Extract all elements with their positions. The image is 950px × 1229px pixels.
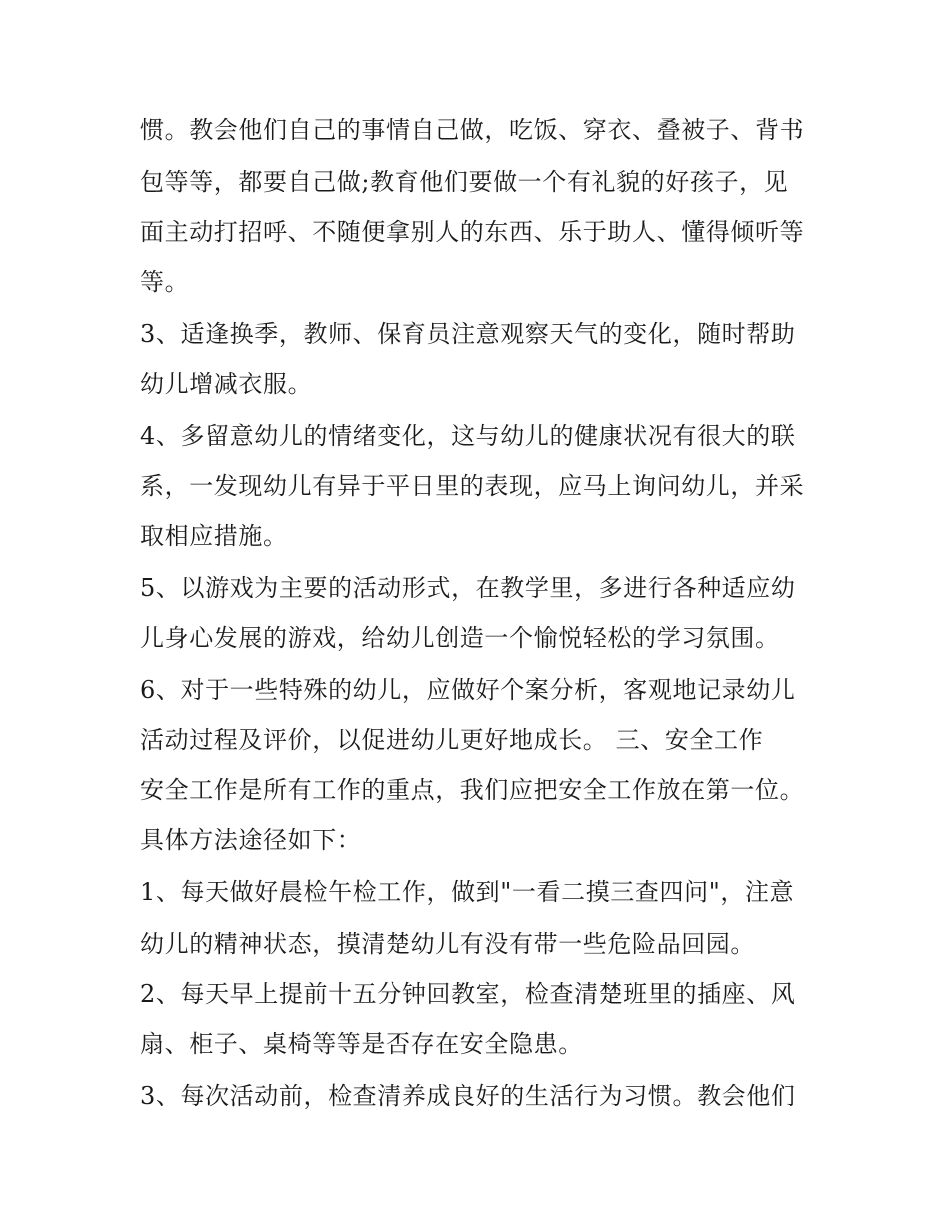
- text-line: 活动过程及评价，以促进幼儿更好地成长。 三、安全工作: [140, 726, 764, 754]
- text-line: 儿身心发展的游戏，给幼儿创造一个愉悦轻松的学习氛围。: [140, 624, 780, 652]
- text-line: 扇、柜子、桌椅等等是否存在安全隐患。: [140, 1030, 583, 1058]
- text-line: 3、每次活动前，检查清养成良好的生活行为习惯。教会他们: [140, 1082, 796, 1110]
- text-line: 惯。教会他们自己的事情自己做，吃饭、穿衣、叠被子、背书: [140, 116, 805, 144]
- text-line: 1、每天做好晨检午检工作，做到"一看二摸三查四问"，注意: [140, 878, 795, 906]
- text-line: 4、多留意幼儿的情绪变化，这与幼儿的健康状况有很大的联: [140, 422, 796, 450]
- text-line: 幼儿增减衣服。: [140, 370, 313, 398]
- text-line: 5、以游戏为主要的活动形式，在教学里，多进行各种适应幼: [140, 574, 796, 602]
- text-line: 系，一发现幼儿有异于平日里的表现，应马上询问幼儿，并采: [140, 472, 805, 500]
- text-line: 具体方法途径如下：: [140, 826, 362, 854]
- text-line: 安全工作是所有工作的重点，我们应把安全工作放在第一位。: [140, 776, 805, 804]
- text-line: 面主动打招呼、不随便拿别人的东西、乐于助人、懂得倾听等: [140, 218, 805, 246]
- text-line: 取相应措施。: [140, 522, 288, 550]
- text-line: 6、对于一些特殊的幼儿，应做好个案分析，客观地记录幼儿: [140, 676, 796, 704]
- text-line: 包等等，都要自己做;教育他们要做一个有礼貌的好孩子，见: [140, 168, 789, 196]
- text-line: 2、每天早上提前十五分钟回教室，检查清楚班里的插座、风: [140, 980, 796, 1008]
- text-line: 幼儿的精神状态，摸清楚幼儿有没有带一些危险品回园。: [140, 930, 755, 958]
- text-line: 3、适逢换季，教师、保育员注意观察天气的变化，随时帮助: [140, 320, 796, 348]
- text-line: 等。: [140, 268, 190, 296]
